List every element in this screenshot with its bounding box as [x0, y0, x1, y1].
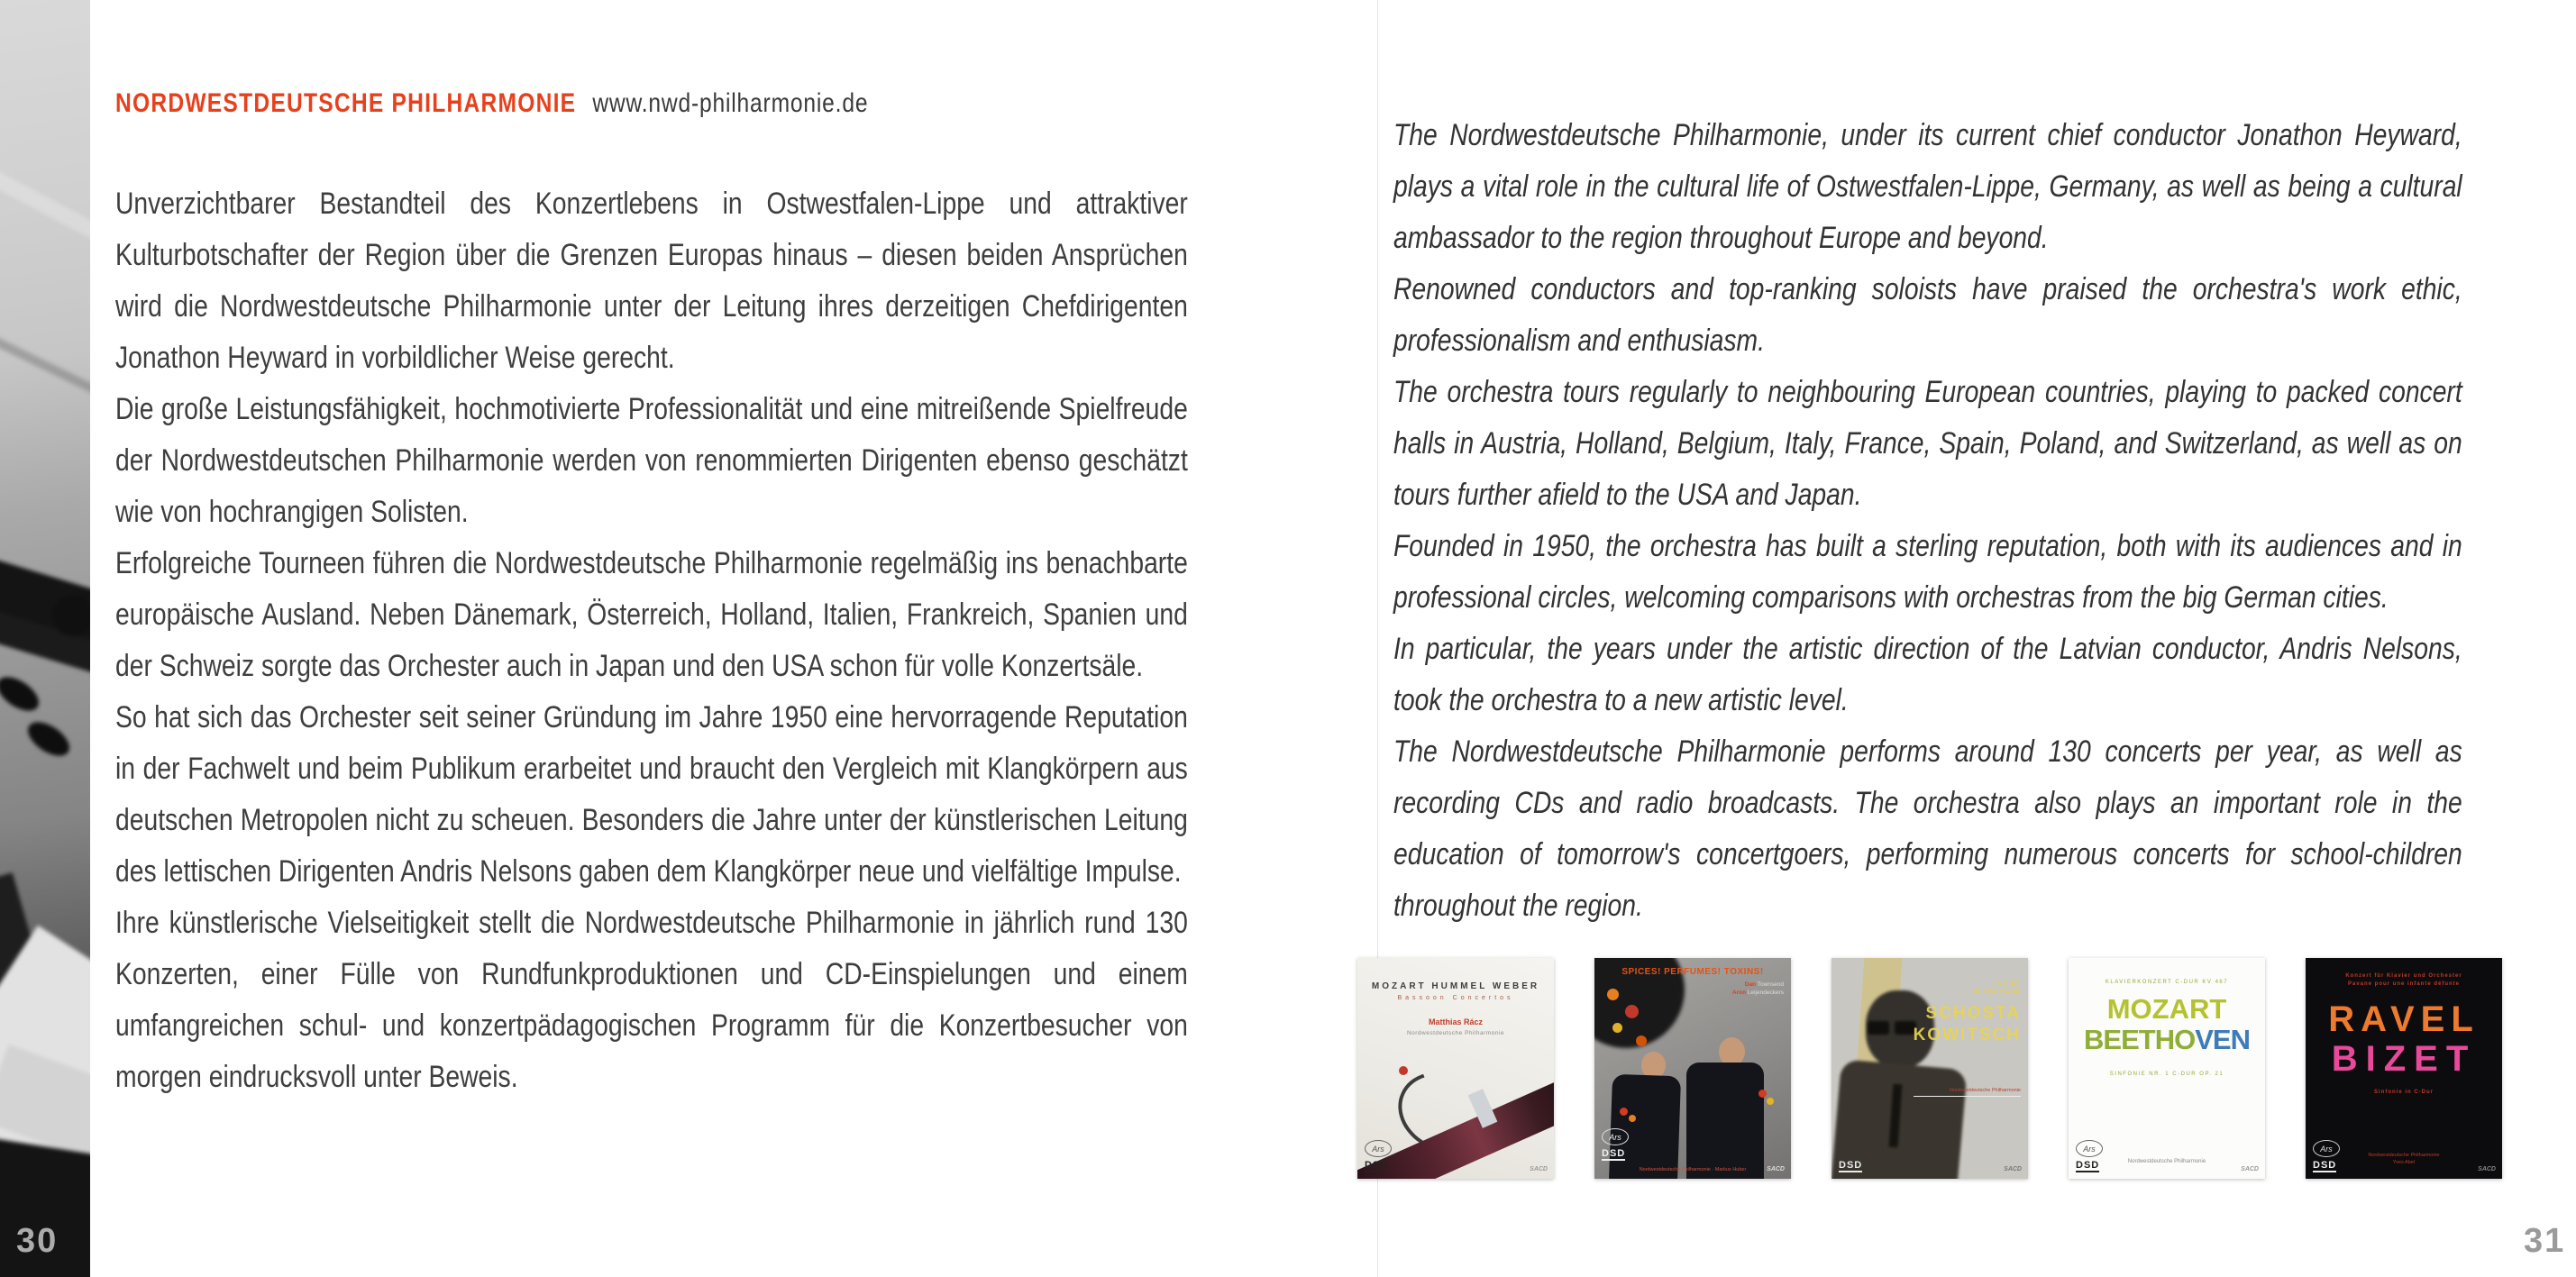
cd-tagline: IN THE HAND — [1973, 989, 2021, 995]
artist-last-name: Leijendeckers — [1746, 990, 1784, 996]
paragraph: Renowned conductors and top-ranking soloists have praised the orchestra's work ethic, professionalism and enthusiasm. — [1393, 272, 2462, 358]
cd-heading: KLAVIERKONZERT C-DUR KV 467 — [2105, 980, 2229, 985]
cd-cover-mozart-beethoven — [2069, 958, 2265, 1179]
sacd-logo: SACD — [1530, 1166, 1548, 1172]
paragraph: Unverzichtbarer Bestandteil des Konzertlebens in Ostwestfalen-Lippe und attraktiver Kulturbotschafter der Region über die Grenzen Europas hinaus – diesen beiden Ansprüchen wird die Nordwestdeutsche Philharmonie unter der Leitung ihres derzeitigen Chefdirigenten Jonathon Heyward in vorbildlicher Weise gerecht. — [115, 187, 1188, 375]
cd-credits: Nordwestdeutsche Philharmonie Yves Abel — [2368, 1153, 2440, 1165]
cd-credits: Nordwestdeutsche Philharmonie · Markus Huber — [1639, 1167, 1747, 1172]
musician-portrait — [1686, 1063, 1764, 1179]
left-page-column — [115, 88, 1188, 1103]
dsd-logo: DSD — [1365, 1160, 1389, 1171]
orchestra-name-heading: NORDWESTDEUTSCHE PHILHARMONIE — [115, 88, 577, 118]
violin-scroll — [52, 595, 90, 636]
german-text-block — [115, 178, 1188, 1103]
sacd-logo: SACD — [1767, 1166, 1785, 1172]
dsd-logo: DSD — [1602, 1148, 1626, 1159]
page-number-right: 31 — [2524, 1222, 2566, 1260]
paragraph: So hat sich das Orchester seit seiner Gründung im Jahre 1950 eine hervorragende Reputation in der Fachwelt und beim Publikum erarbeitet und braucht den Vergleich mit Klangkörpern aus deutschen Metropolen nicht zu scheuen. Besonders die Jahre unter der künstlerischen Leitung des lettischen Dirigenten Andris Nelsons gaben dem Klangkörper neue und vielfältige Impulse. — [115, 700, 1188, 889]
website-link[interactable]: www.nwd-philharmonie.de — [592, 88, 869, 118]
ars-label-logo: Ars — [1602, 1128, 1629, 1145]
sacd-logo: SACD — [2478, 1166, 2496, 1172]
cd-composers: MOZART HUMMEL WEBER — [1371, 981, 1540, 991]
artist-last-name: Townsend — [1756, 981, 1784, 988]
cd-cover-row — [1357, 958, 2502, 1179]
sacd-logo: SACD — [2241, 1166, 2259, 1172]
ars-label-logo: Ars — [2313, 1140, 2340, 1157]
cd-title: RAVEL — [2328, 999, 2480, 1039]
paragraph: Erfolgreiche Tourneen führen die Nordwestdeutsche Philharmonie regelmäßig ins benachbarte europäische Ausland. Neben Dänemark, Österreich, Holland, Italien, Frankreich, Spanien und der Schweiz sorgte das Orchester auch in Japan und den USA schon für volle Konzertsäle. — [115, 546, 1188, 683]
cd-heading: Konzert für Klavier und Orchester Pavane pour une infante défunte — [2345, 973, 2462, 987]
paragraph: Founded in 1950, the orchestra has built a sterling reputation, both with its audiences and in professional circles, welcoming comparisons with orchestras from the big German cities. — [1393, 529, 2462, 615]
cd-subtitle: SINFONIE NR. 1 C-DUR OP. 21 — [2109, 1072, 2224, 1077]
cd-credits: Nordwestdeutsche Philharmonie — [1914, 1088, 2021, 1097]
ars-label-logo: Ars — [1365, 1140, 1392, 1157]
cd-tagline: A FIST — [1996, 981, 2021, 987]
cd-cover-bassoon-concertos — [1357, 958, 1554, 1179]
sacd-logo: SACD — [2004, 1166, 2022, 1172]
cd-soloist: Matthias Rácz — [1428, 1017, 1484, 1026]
cd-title: SPICES! PERFUMES! TOXINS! — [1621, 967, 1764, 977]
dsd-logo: DSD — [2076, 1160, 2100, 1171]
violin-photo-art — [0, 0, 90, 1277]
ars-label-logo: Ars — [2076, 1140, 2103, 1157]
page-number-left: 30 — [16, 1222, 59, 1260]
paragraph: The Nordwestdeutsche Philharmonie, under its current chief conductor Jonathon Heyward, plays a vital role in the cultural life of Ostwestfalen-Lippe, Germany, as well as being a cultural ambassador to the region throughout Europe and beyond. — [1393, 118, 2462, 255]
bassoon-bocal-tip — [1399, 1066, 1408, 1075]
musician-portrait — [1609, 1074, 1681, 1179]
cd-title: MOZART — [2106, 993, 2227, 1025]
cd-subtitle: Bassoon Concertos — [1397, 995, 1514, 1001]
right-page-column — [1393, 110, 2462, 932]
paragraph: The orchestra tours regularly to neighbouring European countries, playing to packed concert halls in Austria, Holland, Belgium, Italy, France, Spain, Poland, and Switzerland, as well as on tours further afield to the USA and Japan. — [1393, 375, 2462, 512]
cd-cover-schostakowitsch — [1832, 958, 2028, 1179]
cd-title: BEETHOVEN — [2084, 1024, 2250, 1055]
violin-photo-strip — [0, 0, 90, 1277]
cd-artists — [1594, 981, 1791, 997]
dsd-logo: DSD — [1839, 1160, 1863, 1171]
cd-subtitle: Sinfonie in C-Dur — [2374, 1090, 2434, 1095]
paragraph: In particular, the years under the artistic direction of the Latvian conductor, Andris Nelsons, took the orchestra to a new artistic level. — [1393, 632, 2462, 717]
cd-title: BIZET — [2331, 1039, 2477, 1079]
cd-cover-ravel-bizet — [2306, 958, 2502, 1179]
cd-orchestra: Nordwestdeutsche Philharmonie — [1406, 1030, 1505, 1036]
violin-peg — [23, 716, 76, 762]
cd-cover-spices-perfumes-toxins — [1594, 958, 1791, 1179]
paragraph: The Nordwestdeutsche Philharmonie performs around 130 concerts per year, as well as recording CDs and radio broadcasts. The orchestra also plays an important role in the education of tomorrow's concertgoers, performing numerous concerts for school-children throughout the region. — [1393, 734, 2462, 923]
english-text-block — [1393, 110, 2462, 932]
cd-title: SCHOSTA KOWITSCH — [1913, 1004, 2021, 1044]
paragraph: Ihre künstlerische Vielseitigkeit stellt die Nordwestdeutsche Philharmonie in jährlich rund 130 Konzerten, einer Fülle von Rundfunkproduktionen und CD-Einspielungen und einem umfangreichen schul- und konzertpädagogischen Programm für die Konzertbesucher von morgen eindrucksvoll unter Beweis. — [115, 906, 1188, 1094]
page-title — [115, 88, 1188, 119]
violin-peg — [0, 670, 44, 717]
artist-first-name: Aron — [1731, 990, 1747, 996]
paragraph: Die große Leistungsfähigkeit, hochmotivierte Professionalität und eine mitreißende Spielfreude der Nordwestdeutschen Philharmonie werden von renommierten Dirigenten ebenso geschätzt wie von hochrangigen Solisten. — [115, 392, 1188, 529]
artist-first-name: Dan — [1744, 981, 1757, 988]
cd-orchestra: Nordwestdeutsche Philharmonie — [2127, 1159, 2206, 1164]
dsd-logo: DSD — [2313, 1160, 2337, 1171]
